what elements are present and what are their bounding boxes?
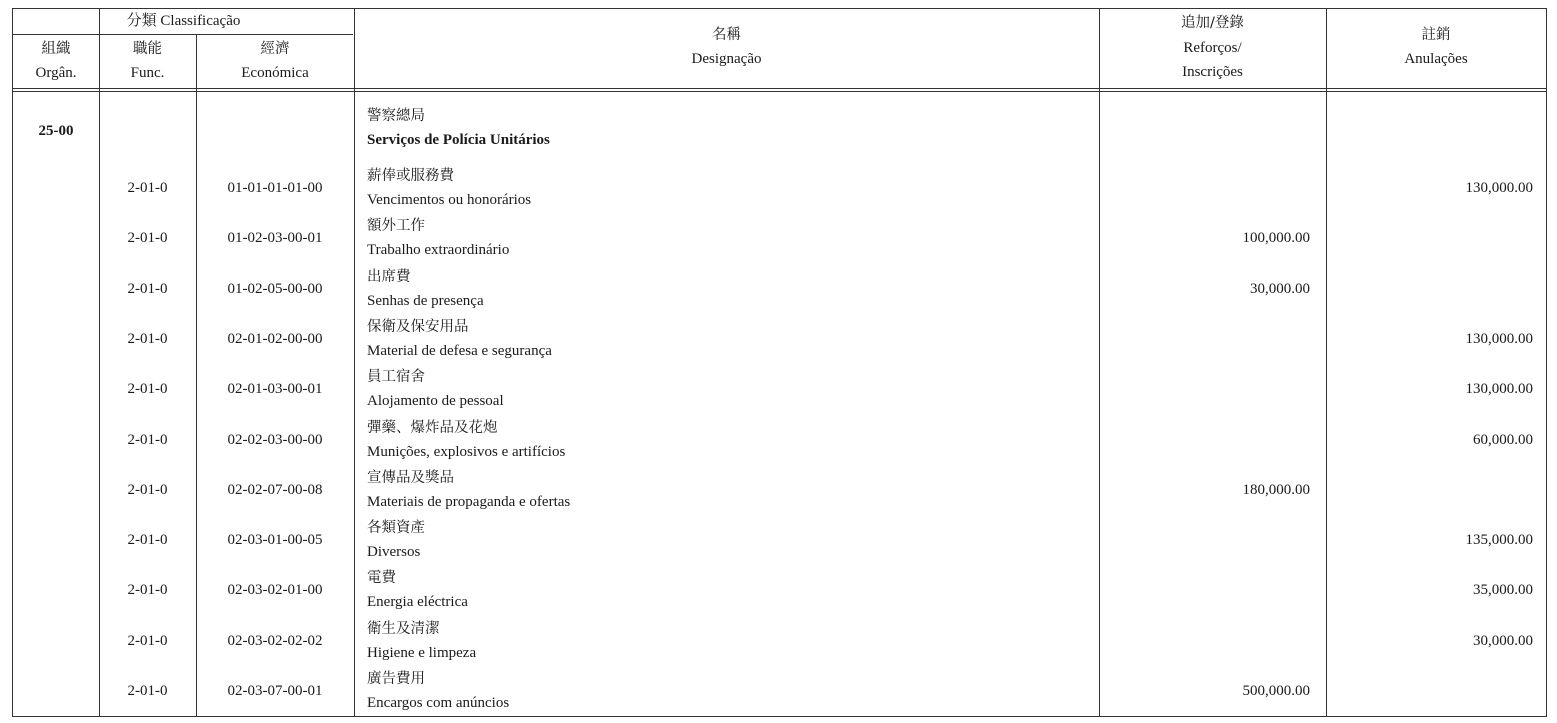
row-designation-pt: Trabalho extraordinário bbox=[367, 242, 510, 259]
header-econ-pt: Económica bbox=[241, 65, 309, 81]
row-designation-zh: 出席費 bbox=[367, 268, 411, 285]
row-anulacao: 130,000.00 bbox=[1465, 180, 1533, 196]
section-code: 25-00 bbox=[38, 123, 74, 139]
row-func: 2-01-0 bbox=[127, 330, 168, 347]
col-divider-designation bbox=[1099, 9, 1100, 716]
row-anulacao: 130,000.00 bbox=[1465, 381, 1533, 398]
header-designation-pt: Designação bbox=[691, 51, 762, 67]
row-reforco: 30,000.00 bbox=[1250, 280, 1310, 297]
section-title-zh: 警察總局 bbox=[367, 108, 425, 124]
header-organ-pt: Orgân. bbox=[35, 65, 77, 81]
header-reforco-pt1: Reforços/ bbox=[1183, 40, 1242, 56]
row-designation-zh: 廣告費用 bbox=[367, 671, 425, 687]
section-title-pt: Serviços de Polícia Unitários bbox=[367, 132, 550, 148]
header-designation-zh: 名稱 bbox=[712, 27, 741, 43]
col-divider-reforco bbox=[1326, 9, 1327, 716]
header-reforco-pt2: Inscrições bbox=[1182, 64, 1243, 80]
classification-rule bbox=[13, 34, 353, 35]
row-func: 2-01-0 bbox=[127, 280, 168, 297]
header-func-zh: 職能 bbox=[133, 41, 162, 57]
row-anulacao: 130,000.00 bbox=[1465, 330, 1533, 347]
row-econ: 02-01-03-00-01 bbox=[227, 381, 323, 398]
header-organ-zh: 組織 bbox=[41, 41, 71, 57]
row-designation-pt: Alojamento de pessoal bbox=[367, 393, 504, 410]
header-econ-zh: 經濟 bbox=[260, 41, 290, 57]
row-anulacao: 35,000.00 bbox=[1473, 582, 1533, 599]
row-designation-zh: 各類資產 bbox=[367, 520, 425, 537]
row-designation-zh: 員工宿舍 bbox=[367, 369, 425, 386]
row-designation-zh: 電費 bbox=[367, 570, 396, 587]
row-designation-pt: Energia eléctrica bbox=[367, 594, 468, 611]
row-reforco: 100,000.00 bbox=[1242, 230, 1310, 247]
row-anulacao: 30,000.00 bbox=[1473, 632, 1533, 649]
row-func: 2-01-0 bbox=[127, 180, 168, 196]
row-anulacao: 60,000.00 bbox=[1473, 431, 1533, 448]
row-econ: 01-01-01-01-00 bbox=[227, 180, 323, 196]
budget-table bbox=[12, 8, 1547, 717]
row-func: 2-01-0 bbox=[127, 582, 168, 599]
row-designation-pt: Material de defesa e segurança bbox=[367, 342, 552, 359]
row-func: 2-01-0 bbox=[127, 431, 168, 448]
header-bottom-rule bbox=[13, 88, 1546, 89]
row-func: 2-01-0 bbox=[127, 683, 168, 699]
col-divider-econ bbox=[354, 9, 355, 716]
row-reforco: 500,000.00 bbox=[1242, 683, 1310, 699]
row-anulacao: 135,000.00 bbox=[1465, 532, 1533, 549]
row-designation-pt: Diversos bbox=[367, 544, 421, 561]
row-func: 2-01-0 bbox=[127, 532, 168, 549]
header-func-pt: Func. bbox=[130, 65, 165, 81]
row-designation-zh: 宣傳品及獎品 bbox=[367, 469, 454, 486]
header-reforco-zh: 追加/登錄 bbox=[1181, 15, 1244, 31]
row-designation-zh: 衛生及清潔 bbox=[367, 620, 440, 637]
row-func: 2-01-0 bbox=[127, 481, 168, 498]
row-econ: 02-03-02-01-00 bbox=[227, 582, 323, 599]
row-designation-pt: Vencimentos ou honorários bbox=[367, 192, 532, 208]
row-econ: 02-01-02-00-00 bbox=[227, 330, 323, 347]
header-rule-2 bbox=[13, 91, 1546, 92]
header-anulacao-zh: 註銷 bbox=[1421, 27, 1451, 43]
row-econ: 01-02-05-00-00 bbox=[227, 280, 323, 297]
row-func: 2-01-0 bbox=[127, 230, 168, 247]
row-designation-pt: Senhas de presença bbox=[367, 292, 484, 309]
row-econ: 02-03-02-02-02 bbox=[227, 632, 323, 649]
row-designation-zh: 額外工作 bbox=[367, 218, 425, 235]
row-econ: 02-03-07-00-01 bbox=[227, 683, 323, 699]
row-econ: 02-02-07-00-08 bbox=[227, 481, 323, 498]
col-divider-organ bbox=[99, 9, 100, 716]
row-func: 2-01-0 bbox=[127, 381, 168, 398]
row-econ: 01-02-03-00-01 bbox=[227, 230, 323, 247]
row-econ: 02-03-01-00-05 bbox=[227, 532, 323, 549]
row-reforco: 180,000.00 bbox=[1242, 481, 1310, 498]
row-designation-zh: 保衛及保安用品 bbox=[367, 318, 469, 335]
row-designation-pt: Encargos com anúncios bbox=[367, 695, 510, 711]
row-designation-pt: Materiais de propaganda e ofertas bbox=[367, 493, 571, 510]
row-designation-zh: 彈藥、爆炸品及花炮 bbox=[367, 419, 498, 436]
row-designation-pt: Higiene e limpeza bbox=[367, 644, 477, 661]
col-divider-func bbox=[196, 34, 197, 716]
header-classification: 分類 Classificação bbox=[126, 13, 241, 29]
row-designation-zh: 薪俸或服務費 bbox=[367, 168, 454, 184]
row-econ: 02-02-03-00-00 bbox=[227, 431, 323, 448]
header-anulacao-pt: Anulações bbox=[1404, 51, 1468, 67]
row-designation-pt: Munições, explosivos e artifícios bbox=[367, 443, 566, 460]
row-func: 2-01-0 bbox=[127, 632, 168, 649]
